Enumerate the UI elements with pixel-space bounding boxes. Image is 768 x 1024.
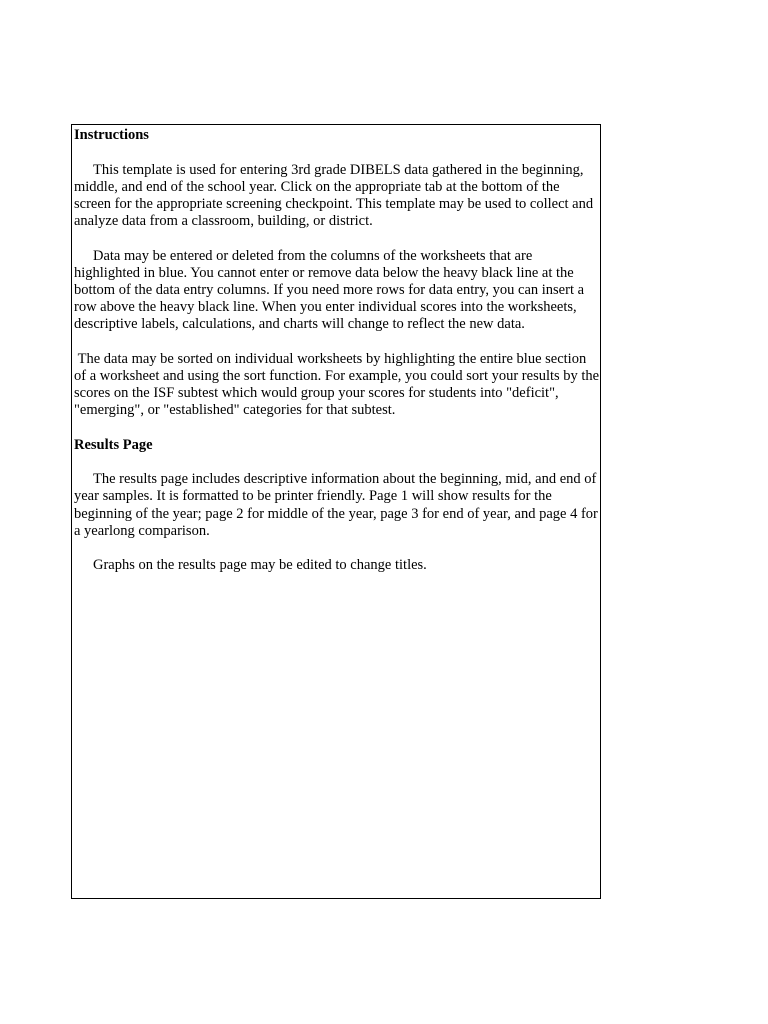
results-paragraph-2: Graphs on the results page may be edited to change titles. [93,557,427,574]
instructions-paragraph-3: The data may be sorted on individual worksheets by highlighting the entire blue section of a worksheet and using the sort function. For example, you could sort your results by the scores on the ISF subtest which would group your scores for students into "deficit", "emerging", or "established" categories for that subtest. [74,350,603,419]
spacer [74,420,600,437]
instructions-box [71,124,601,899]
instructions-paragraph-1: This template is used for entering 3rd grade DIBELS data gathered in the beginning, middle, and end of the school year. Click on the appropriate tab at the bottom of the screen for the appropriate screening checkpoint. This template may be used to collect and analyze data from a classroom, building, or district. [74,161,594,230]
spacer [74,334,600,351]
results-paragraph-1: The results page includes descriptive information about the beginning, mid, and end of year samples. It is formatted to be printer friendly. Page 1 will show results for the beginning of the year; page 2 for middle of the year, page 3 for end of year, and page 4 for a yearlong comparison. [74,471,598,539]
results-page-heading: Results Page [74,436,153,453]
instructions-paragraph-2: Data may be entered or deleted from the columns of the worksheets that are highlighted in blue. You cannot enter or remove data below the heavy black line at the bottom of the data entry columns. If you need more rows for data entry, you can insert a row above the heavy black line. When you enter individual scores into the worksheets, descriptive labels, calculations, and charts will change to reflect the new data. [74,247,585,333]
spacer [74,540,600,557]
spacer [74,454,600,472]
spacer [74,230,600,247]
spacer [74,144,600,162]
instructions-heading: Instructions [74,127,149,143]
